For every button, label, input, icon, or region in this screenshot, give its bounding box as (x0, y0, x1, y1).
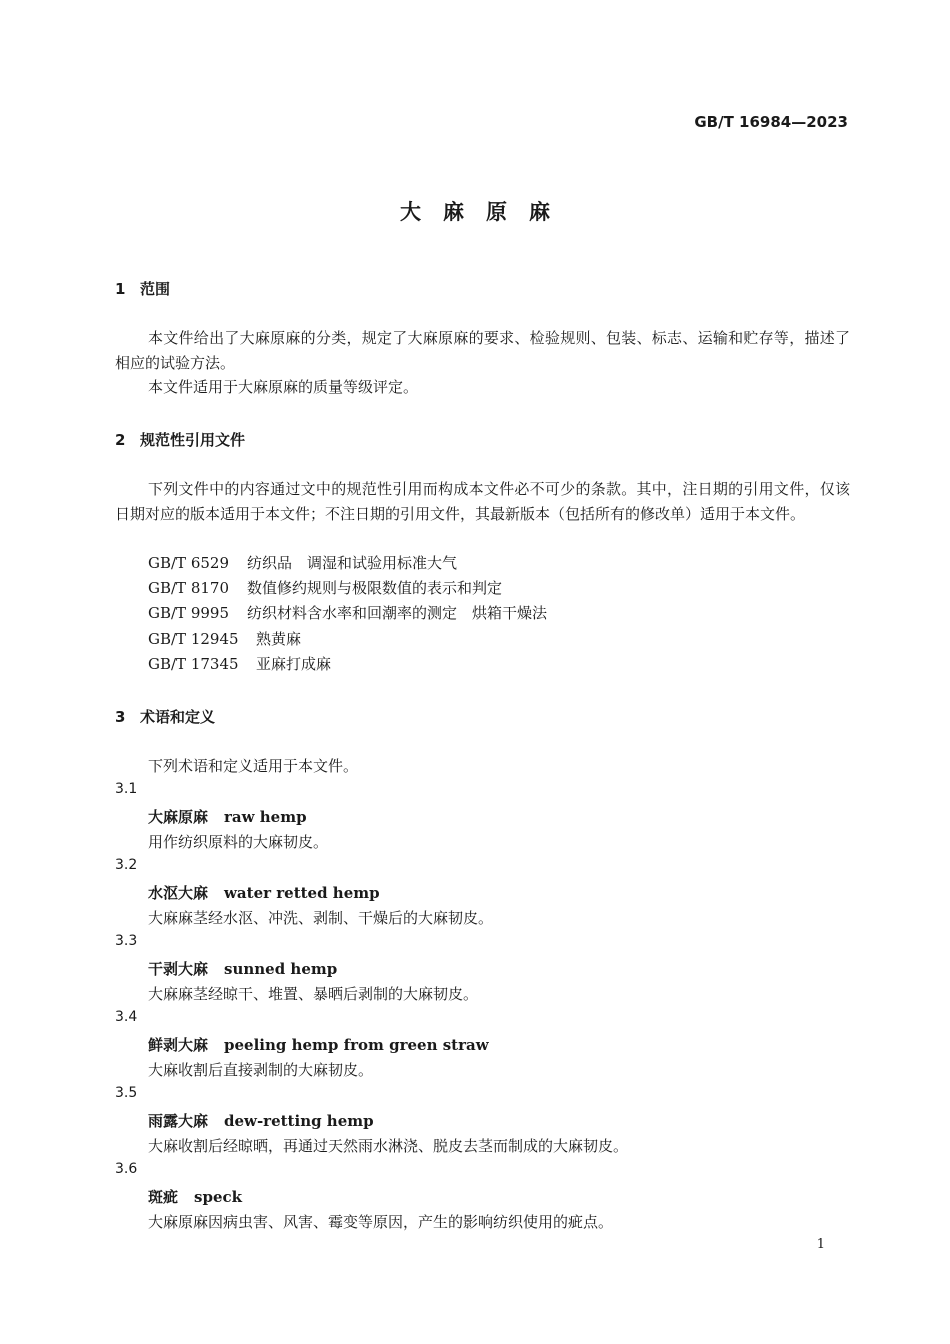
term-chinese: 雨露大麻 (148, 1112, 209, 1130)
scope-paragraph-1: 本文件给出了大麻原麻的分类，规定了大麻原麻的要求、检验规则、包装、标志、运输和贮存等，描述了相应的试验方法。 (115, 329, 850, 372)
reference-code: GB/T 6529 (148, 554, 230, 572)
section-heading-terms-and-definitions (115, 706, 215, 727)
term-title (148, 1186, 242, 1207)
term-english: raw hemp (224, 808, 307, 826)
term-title (148, 806, 307, 827)
term-chinese: 干剥大麻 (148, 960, 209, 978)
reference-title: 亚麻打成麻 (256, 655, 332, 673)
term-chinese: 斑疵 (148, 1188, 179, 1206)
term-english: sunned hemp (224, 960, 338, 978)
section-title: 规范性引用文件 (140, 431, 246, 449)
section-number: 3 (115, 708, 126, 726)
term-title (148, 958, 337, 979)
reference-code: GB/T 8170 (148, 579, 230, 597)
section-number: 1 (115, 280, 126, 298)
reference-item (148, 653, 331, 674)
scope-paragraph-2: 本文件适用于大麻原麻的质量等级评定。 (148, 378, 419, 396)
reference-item (148, 628, 301, 649)
term-definition: 大麻收割后经晾晒，再通过天然雨水淋浇、脱皮去茎而制成的大麻韧皮。 (148, 1137, 629, 1155)
term-definition: 大麻麻茎经水沤、冲洗、剥制、干燥后的大麻韧皮。 (148, 909, 494, 927)
reference-code: GB/T 12945 (148, 630, 239, 648)
term-english: peeling hemp from green straw (224, 1036, 489, 1054)
reference-item (148, 602, 547, 623)
term-definition: 大麻麻茎经晾干、堆置、暴晒后剥制的大麻韧皮。 (148, 985, 479, 1003)
reference-title: 纺织品 调湿和试验用标准大气 (247, 554, 458, 572)
term-number: 3.2 (115, 857, 138, 873)
term-title (148, 882, 380, 903)
term-title (148, 1110, 374, 1131)
reference-code: GB/T 17345 (148, 655, 239, 673)
reference-title: 纺织材料含水率和回潮率的测定 烘箱干燥法 (247, 604, 548, 622)
term-definition: 大麻收割后直接剥制的大麻韧皮。 (148, 1061, 374, 1079)
term-english: dew-retting hemp (224, 1112, 374, 1130)
term-chinese: 大麻原麻 (148, 808, 209, 826)
reference-item (148, 577, 502, 598)
reference-title: 数值修约规则与极限数值的表示和判定 (247, 579, 503, 597)
reference-item (148, 552, 457, 573)
standard-number: GB/T 16984—2023 (694, 113, 848, 131)
terms-intro-paragraph: 下列术语和定义适用于本文件。 (148, 757, 359, 775)
section-title: 术语和定义 (140, 708, 216, 726)
term-number: 3.3 (115, 933, 138, 949)
reference-code: GB/T 9995 (148, 604, 230, 622)
term-chinese: 水沤大麻 (148, 884, 209, 902)
document-title: 大麻原麻 (400, 200, 572, 224)
section-heading-normative-references (115, 429, 245, 450)
term-chinese: 鲜剥大麻 (148, 1036, 209, 1054)
term-definition: 用作纺织原料的大麻韧皮。 (148, 833, 329, 851)
section-number: 2 (115, 431, 126, 449)
term-english: water retted hemp (224, 884, 380, 902)
reference-title: 熟黄麻 (256, 630, 302, 648)
term-number: 3.6 (115, 1161, 138, 1177)
page-number: 1 (816, 1237, 825, 1252)
term-number: 3.1 (115, 781, 138, 797)
term-definition: 大麻原麻因病虫害、风害、霉变等原因，产生的影响纺织使用的疵点。 (148, 1213, 614, 1231)
term-number: 3.5 (115, 1085, 138, 1101)
section-title: 范围 (140, 280, 171, 298)
term-number: 3.4 (115, 1009, 138, 1025)
section-heading-scope (115, 278, 170, 299)
term-title (148, 1034, 489, 1055)
normative-intro-paragraph: 下列文件中的内容通过文中的规范性引用而构成本文件必不可少的条款。其中，注日期的引用文件，仅该日期对应的版本适用于本文件；不注日期的引用文件，其最新版本（包括所有的修改单）适用于本文件。 (115, 480, 850, 523)
term-english: speck (194, 1188, 243, 1206)
